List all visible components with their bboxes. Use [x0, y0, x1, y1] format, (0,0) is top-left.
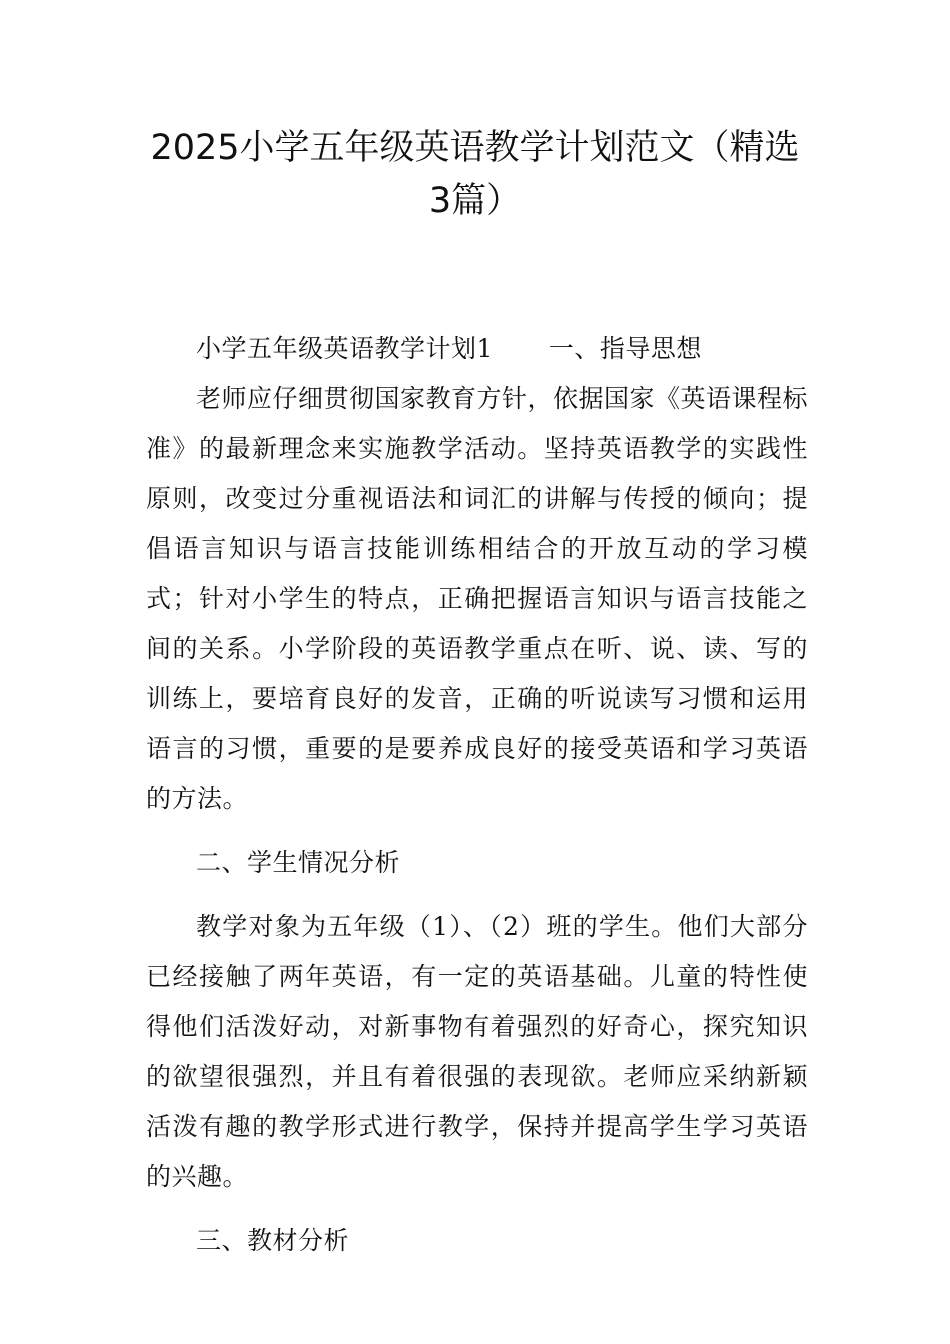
section-3-heading: 三、教材分析: [196, 1226, 350, 1255]
section-2-heading: 二、学生情况分析: [196, 848, 401, 877]
section-1-paragraph: 老师应仔细贯彻国家教育方针，依据国家《英语课程标准》的最新理念来实施教学活动。坚持英语教学的实践性原则，改变过分重视语法和词汇的讲解与传授的倾向；提倡语言知识与语言技能训练相结合的开放互动的学习模式；针对小学生的特点，正确把握语言知识与语言技能之间的关系。小学阶段的英语教学重点在听、说、读、写的训练上，要培育良好的发音，正确的听说读写习惯和运用语言的习惯，重要的是要养成良好的接受英语和学习英语的方法。: [146, 384, 809, 813]
section-1-title: 一、指导思想: [548, 334, 702, 363]
document-body: [146, 324, 808, 1266]
plan-label: 小学五年级英语教学计划1: [196, 334, 493, 363]
section-heading-1: [146, 324, 808, 374]
section-2-paragraph: 教学对象为五年级（1）、（2）班的学生。他们大部分已经接触了两年英语，有一定的英语基础。儿童的特性使得他们活泼好动，对新事物有着强烈的好奇心，探究知识的欲望很强烈，并且有着很强的表现欲。老师应采纳新颖活泼有趣的教学形式进行教学，保持并提高学生学习英语的兴趣。: [146, 912, 808, 1191]
document-title: 2025小学五年级英语教学计划范文（精选3篇）: [150, 128, 800, 221]
